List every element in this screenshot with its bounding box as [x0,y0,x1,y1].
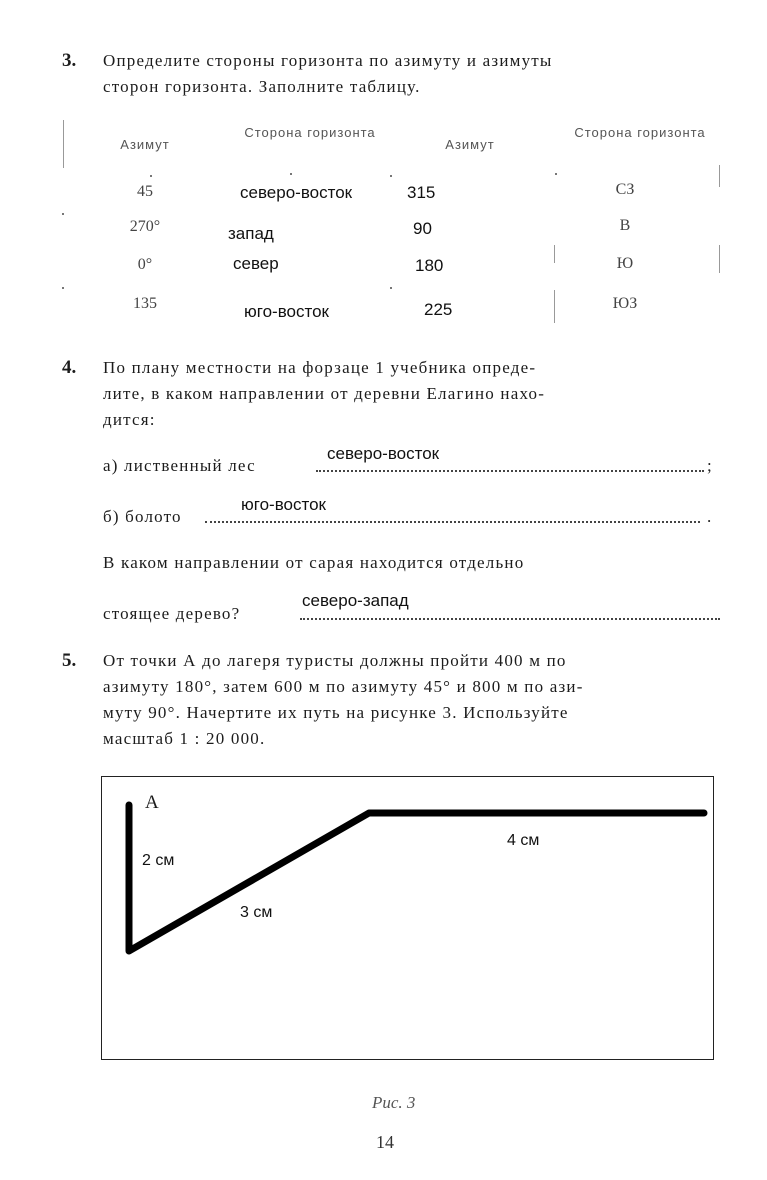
segment-2-label: 3 см [240,904,273,921]
table-cell: СЗ [615,181,635,198]
task3-number: 3. [62,50,77,71]
scan-speck [62,213,64,215]
table-col-edge [554,245,555,263]
answer-line-q [300,618,720,620]
table-cell-answer: юго-восток [244,302,329,321]
table-right-edge [719,245,720,273]
figure-caption: Рис. 3 [372,1093,416,1112]
path-drawing [102,777,713,1059]
point-a-label: А [145,792,159,813]
task5-line2: азимуту 180°, затем 600 м по азимуту 45° и 800 м по ази- [103,677,584,696]
scan-speck [555,173,557,175]
task4-q-line1: В каком направлении от сарая находится отдельно [103,553,525,572]
task4-line3: дится: [103,410,156,429]
table-cell: В [619,217,631,234]
scan-speck [390,287,392,289]
table-cell: 0° [137,256,153,273]
task5-line4: масштаб 1 : 20 000. [103,729,266,748]
scan-speck [390,175,392,177]
table-cell: 270° [129,218,161,235]
th-azimuth-1: Азимут [120,137,170,152]
task4-line2: лите, в каком направлении от деревни Елагино нахо- [103,384,546,403]
answer-a: северо-восток [327,444,440,463]
table-cell-answer: 180 [415,256,444,275]
table-left-edge [63,120,64,168]
task4-number: 4. [62,357,77,378]
scan-speck [150,175,152,177]
answer-q: северо-запад [302,591,409,610]
task3-line1: Определите стороны горизонта по азимуту и азимуты [103,51,553,70]
task4-line1: По плану местности на форзаце 1 учебника опреде- [103,358,537,377]
table-cell: 45 [137,183,153,200]
table-cell: Ю [616,255,634,272]
figure-3-frame [101,776,714,1060]
segment-3-label: 4 см [507,832,540,849]
answer-line-b [205,521,700,523]
task4-a-label: а) лиственный лес [103,456,256,475]
task4-b-label: б) болото [103,507,182,526]
table-right-edge [719,165,720,187]
scan-speck [62,287,64,289]
page-number: 14 [376,1132,394,1152]
table-cell-answer: 225 [424,300,453,319]
table-cell: 135 [133,295,157,312]
th-side-2: Сторона горизонта [574,125,706,140]
tourist-path [129,805,704,951]
table-cell-answer: запад [228,224,274,243]
table-cell: ЮЗ [612,295,638,312]
scan-speck [290,173,292,175]
th-azimuth-2: Азимут [445,137,495,152]
task5-line1: От точки А до лагеря туристы должны пройти 400 м по [103,651,567,670]
table-cell-answer: 90 [413,219,432,238]
table-cell-answer: северо-восток [240,183,353,202]
task5-number: 5. [62,650,77,671]
azimuth-table [60,115,725,335]
task4-b-end: . [707,507,713,526]
task4-a-end: ; [707,456,713,475]
task5-line3: муту 90°. Начертите их путь на рисунке 3. Используйте [103,703,569,722]
answer-b: юго-восток [241,495,326,514]
answer-line-a [316,470,704,472]
segment-1-label: 2 см [142,852,175,869]
task4-q-line2: стоящее дерево? [103,604,241,623]
table-cell-answer: 315 [407,183,436,202]
th-side-1: Сторона горизонта [244,125,376,140]
table-cell-answer: север [233,254,279,273]
table-col-edge [554,290,555,323]
task3-line2: сторон горизонта. Заполните таблицу. [103,77,421,96]
